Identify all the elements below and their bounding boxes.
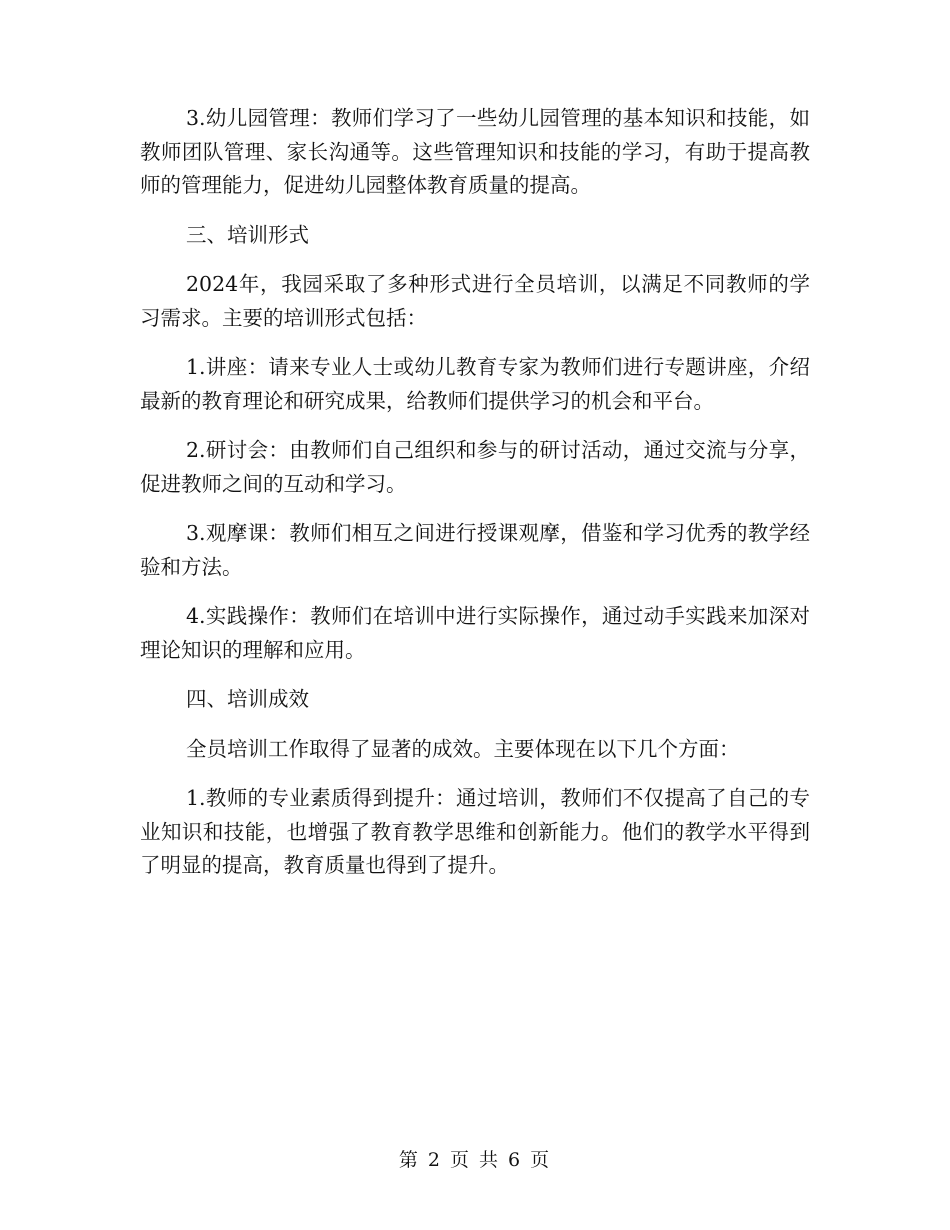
paragraph-lecture: 1.讲座：请来专业人士或幼儿教育专家为教师们进行专题讲座，介绍最新的教育理论和研究成果，给教师们提供学习的机会和平台。 [140,355,810,413]
paragraph-teacher-quality: 1.教师的专业素质得到提升：通过培训，教师们不仅提高了自己的专业知识和技能，也增强了教育教学思维和创新能力。他们的教学水平得到了明显的提高，教育质量也得到了提升。 [140,786,810,877]
paragraph-observation-class: 3.观摩课：教师们相互之间进行授课观摩，借鉴和学习优秀的教学经验和方法。 [140,521,810,579]
page-number-footer: 第 2 页 共 6 页 [398,1149,552,1171]
paragraph-seminar: 2.研讨会：由教师们自己组织和参与的研讨活动，通过交流与分享，促进教师之间的互动和学习。 [140,438,810,496]
paragraph-training-forms-intro: 2024年，我园采取了多种形式进行全员培训，以满足不同教师的学习需求。主要的培训形式包括： [140,272,810,330]
document-body [140,102,810,899]
section-heading-training-forms: 三、培训形式 [186,222,309,247]
paragraph-results-intro: 全员培训工作取得了显著的成效。主要体现在以下几个方面： [186,736,740,761]
section-heading-training-results: 四、培训成效 [186,687,309,711]
paragraph-kindergarten-management: 3.幼儿园管理：教师们学习了一些幼儿园管理的基本知识和技能，如教师团队管理、家长沟通等。这些管理知识和技能的学习，有助于提高教师的管理能力，促进幼儿园整体教育质量的提高。 [140,106,810,197]
paragraph-practical-operation: 4.实践操作：教师们在培训中进行实际操作，通过动手实践来加深对理论知识的理解和应用。 [140,604,810,662]
